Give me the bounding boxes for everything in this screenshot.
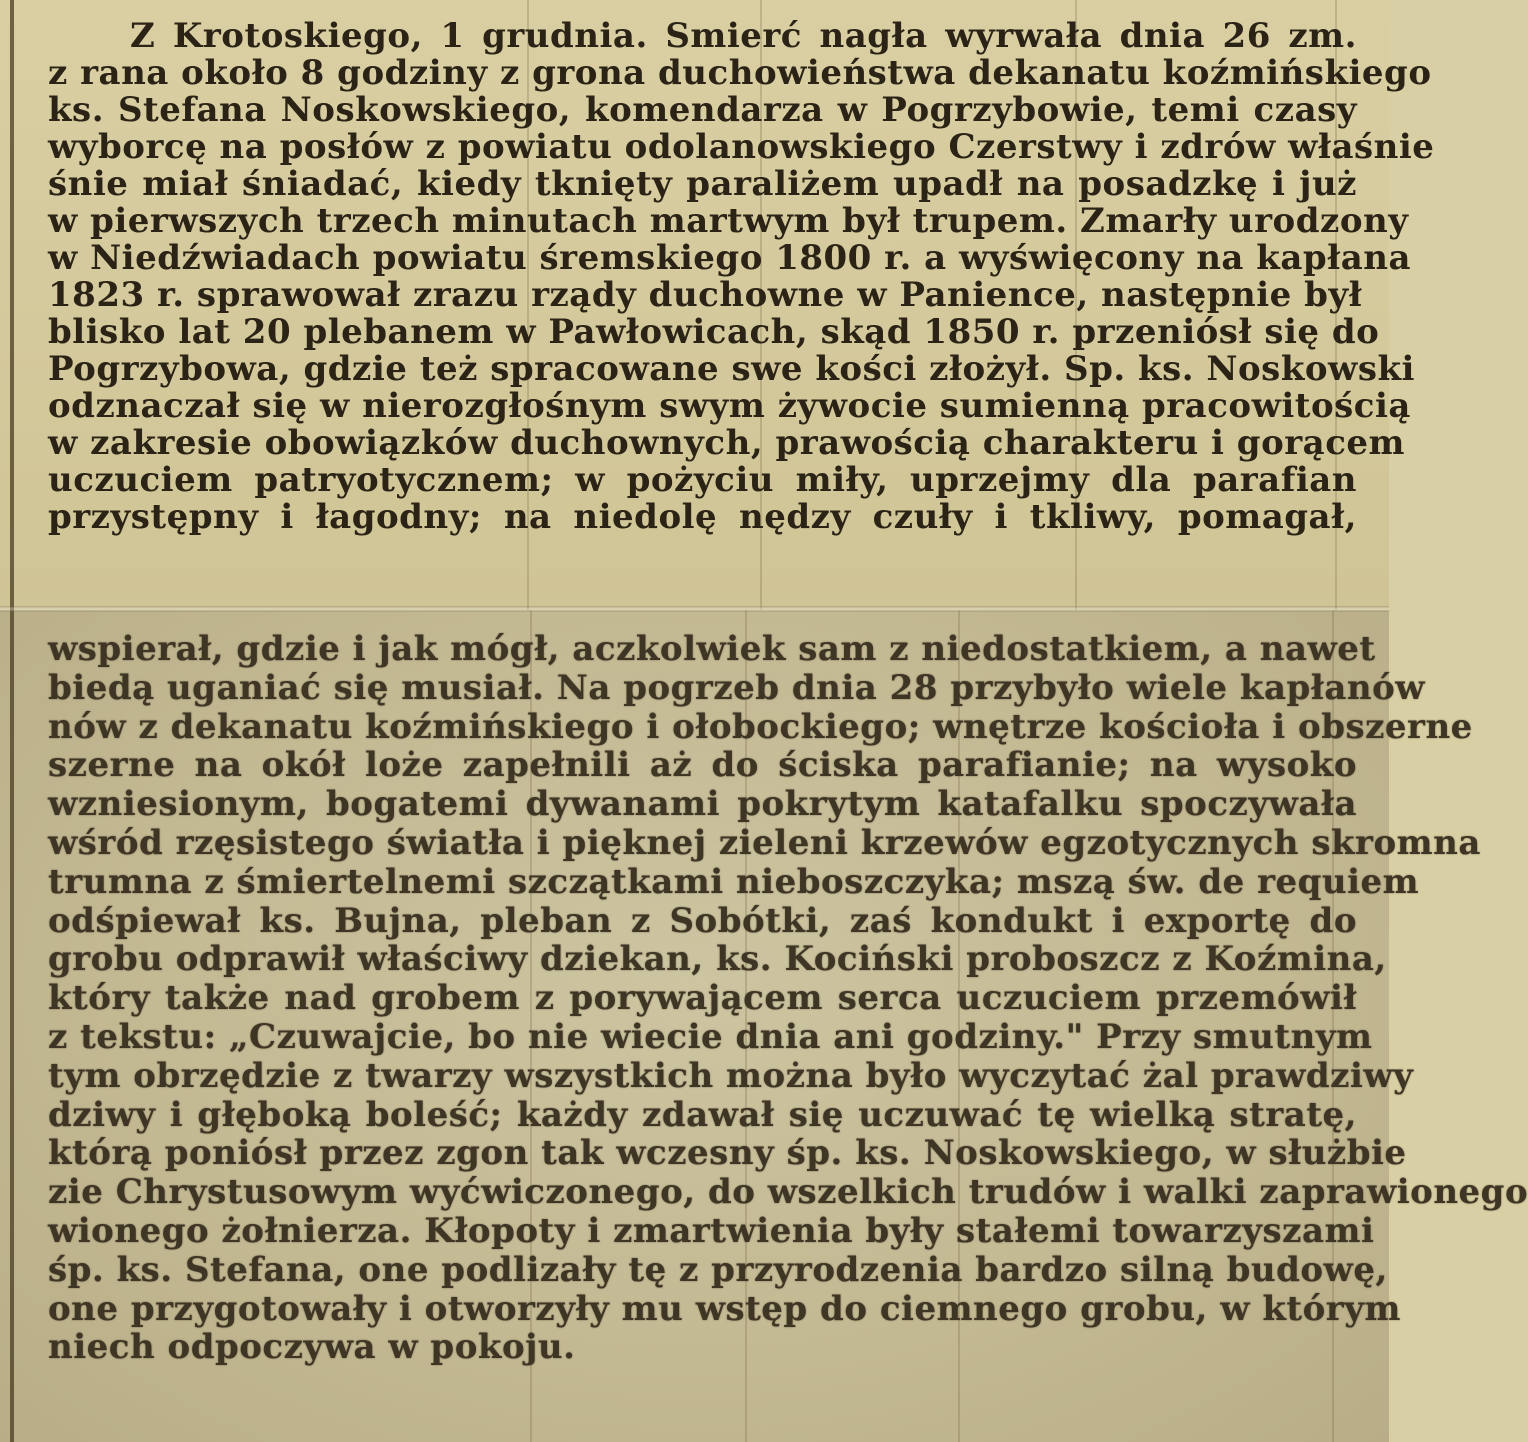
text-line: niech odpoczywa w pokoju.: [48, 1327, 576, 1368]
text-line: one przygotowały i otworzyły mu wstęp do ciemnego grobu, w którym: [48, 1288, 1401, 1329]
text-line: ks. Stefana Noskowskiego, komendarza w Pogrzybowie, temi czasy: [48, 90, 1357, 130]
article-text-top: [48, 16, 1435, 537]
text-line: nów z dekanatu koźmińskiego i ołobockiego; wnętrze kościoła i obszerne: [48, 706, 1473, 747]
text-line: Pogrzybowa, gdzie też spracowane swe kości złożył. Sp. ks. Noskowski: [48, 349, 1415, 389]
text-line: który także nad grobem z porywającem serca uczuciem przemówił: [48, 978, 1357, 1019]
text-line: odśpiewał ks. Bujna, pleban z Sobótki, zaś kondukt i exportę do: [48, 900, 1357, 941]
text-line: grobu odprawił właściwy dziekan, ks. Kociński proboszcz z Koźmina,: [48, 939, 1387, 980]
text-line: zie Chrystusowym wyćwiczonego, do wszelkich trudów i walki zaprawionego: [48, 1172, 1528, 1213]
column-rule: [10, 0, 14, 610]
text-line: przystępny i łagodny; na niedolę nędzy czuły i tkliwy, pomagał,: [48, 497, 1357, 537]
text-line: w zakresie obowiązków duchownych, prawością charakteru i gorącem: [48, 423, 1406, 463]
text-line: wionego żołnierza. Kłopoty i zmartwienia były stałemi towarzyszami: [48, 1210, 1375, 1251]
text-line: wspierał, gdzie i jak mógł, aczkolwiek sam z niedostatkiem, a nawet: [48, 629, 1376, 669]
clipping-top: [0, 0, 1435, 610]
text-line: z tekstu: „Czuwajcie, bo nie wiecie dnia ani godziny." Przy smutnym: [48, 1016, 1373, 1057]
text-line: biedą uganiać się musiał. Na pogrzeb dnia 28 przybyło wiele kapłanów: [48, 667, 1426, 708]
text-line: trumna z śmiertelnemi szczątkami nieboszczyka; mszą św. de requiem: [48, 861, 1420, 902]
text-line: wzniesionym, bogatemi dywanami pokrytym katafalku spoczywała: [48, 784, 1357, 825]
text-line: blisko lat 20 plebanem w Pawłowicach, skąd 1850 r. przeniósł się do: [48, 312, 1380, 352]
text-line: wśród rzęsistego światła i pięknej zieleni krzewów egzotycznych skromna: [48, 822, 1481, 863]
text-line: 1823 r. sprawował zrazu rządy duchowne w Panience, następnie był: [48, 275, 1363, 315]
text-line: tym obrzędzie z twarzy wszystkich można było wyczytać żal prawdziwy: [48, 1055, 1414, 1096]
text-line: odznaczał się w nierozgłośnym swym żywocie sumienną pracowitością: [48, 386, 1411, 426]
text-line: którą poniósł przez zgon tak wczesny śp. ks. Noskowskiego, w służbie: [48, 1133, 1407, 1174]
text-line: z rana około 8 godziny z grona duchowieństwa dekanatu koźmińskiego: [48, 53, 1432, 93]
text-line: śp. ks. Stefana, one podlizały tę z przyrodzenia bardzo silną budowę,: [48, 1249, 1388, 1290]
text-line: uczuciem patryotycznem; w pożyciu miły, uprzejmy dla parafian: [48, 460, 1357, 500]
text-line: dziwy i głęboką boleść; każdy zdawał się uczuwać tę wielką stratę,: [48, 1094, 1357, 1135]
text-line: w Niedźwiadach powiatu śremskiego 1800 r. a wyświęcony na kapłana: [48, 238, 1411, 278]
column-rule: [10, 610, 14, 1442]
text-line: wyborcę na posłów z powiatu odolanowskiego Czerstwy i zdrów właśnie: [48, 127, 1435, 167]
article-text-bottom: [48, 629, 1528, 1368]
text-line: w pierwszych trzech minutach martwym był trupem. Zmarły urodzony: [48, 201, 1409, 241]
text-line: szerne na okół loże zapełnili aż do ściska parafianie; na wysoko: [48, 745, 1357, 786]
text-line: śnie miał śniadać, kiedy tknięty paraliżem upadł na posadzkę i już: [48, 164, 1357, 204]
clipping-bottom: [0, 610, 1528, 1442]
panel-divider: [0, 606, 1389, 612]
text-line: Z Krotoskiego, 1 grudnia. Smierć nagła wyrwała dnia 26 zm.: [130, 16, 1357, 56]
